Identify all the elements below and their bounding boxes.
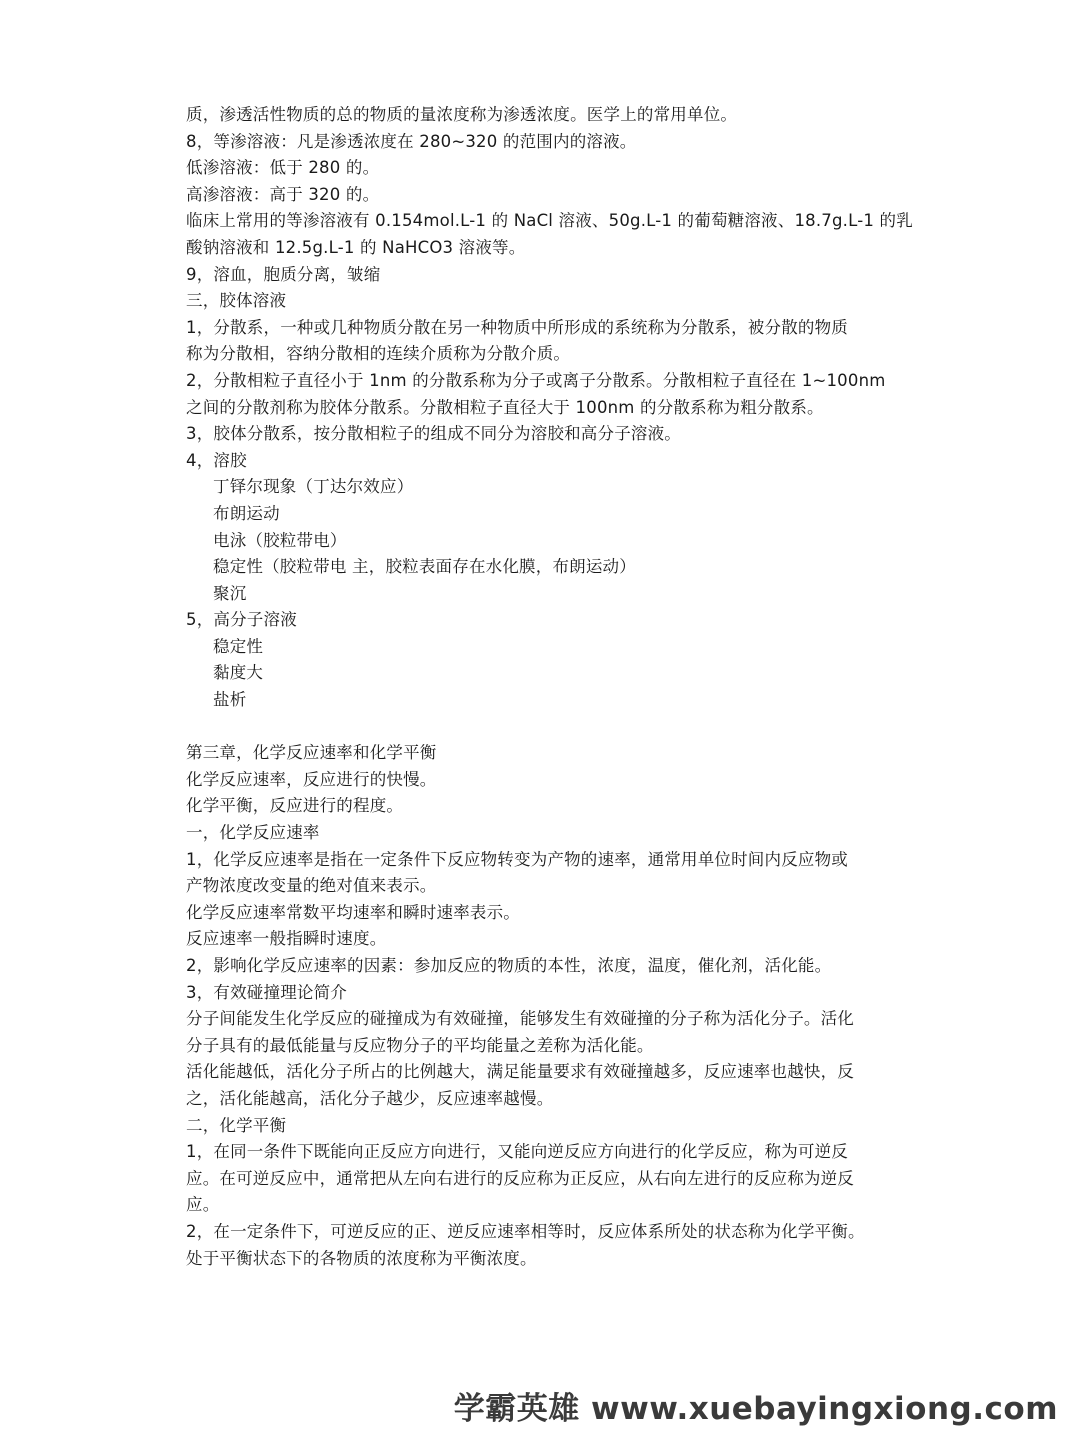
text-line: 2，影响化学反应速率的因素：参加反应的物质的本性，浓度，温度，催化剂，活化能。 [186,956,832,975]
text-line: 3，胶体分散系，按分散相粒子的组成不同分为溶胶和高分子溶液。 [186,424,681,444]
section-heading: 一，化学反应速率 [186,823,320,843]
text-line: 2，在一定条件下，可逆反应的正、逆反应速率相等时，反应体系所处的状态称为化学平衡。 [186,1221,865,1241]
text-line: 化学平衡，反应进行的程度。 [186,796,404,816]
text-line: 质，渗透活性物质的总的物质的量浓度称为渗透浓度。医学上的常用单位。 [186,105,738,124]
text-line: 称为分散相，容纳分散相的连续介质称为分散介质。 [186,344,571,364]
document-body [186,102,913,1272]
text-line: 产物浓度改变量的绝对值来表示。 [186,876,437,896]
list-item: 丁铎尔现象（丁达尔效应） [213,477,414,497]
text-line: 活化能越低，活化分子所占的比例越大，满足能量要求有效碰撞越多，反应速率也越快，反 [186,1062,854,1082]
text-line: 分子具有的最低能量与反应物分子的平均能量之差称为活化能。 [186,1035,654,1055]
text-line: 低渗溶液：低于 280 的。 [186,158,380,178]
text-line: 9，溶血，胞质分离，皱缩 [186,264,381,284]
site-watermark: 学霸英雄 www.xuebayingxiong.com [453,1391,1058,1427]
text-line: 1，化学反应速率是指在一定条件下反应物转变为产物的速率，通常用单位时间内反应物或 [186,849,848,869]
chapter-heading: 第三章，化学反应速率和化学平衡 [186,743,437,763]
text-line: 临床上常用的等渗溶液有 0.154mol.L-1 的 NaCl 溶液、50g.L-1 的葡萄糖溶液、18.7g.L-1 的乳 [186,211,913,231]
text-line: 应。在可逆反应中，通常把从左向右进行的反应称为正反应，从右向左进行的反应称为逆反 [186,1168,854,1188]
text-line: 4，溶胶 [186,450,247,470]
text-line: 化学反应速率常数平均速率和瞬时速率表示。 [186,902,520,922]
section-heading: 三，胶体溶液 [186,291,287,311]
text-line: 酸钠溶液和 12.5g.L-1 的 NaHCO3 溶液等。 [186,237,526,257]
list-item: 布朗运动 [213,503,280,523]
list-item: 聚沉 [213,583,247,603]
paragraph-gap [186,714,898,741]
text-line: 3，有效碰撞理论简介 [186,982,347,1002]
text-line: 应。 [186,1195,220,1215]
text-line: 反应速率一般指瞬时速度。 [186,929,387,949]
text-line: 之间的分散剂称为胶体分散系。分散相粒子直径大于 100nm 的分散系称为粗分散系。 [186,397,824,417]
list-item: 电泳（胶粒带电） [213,530,347,550]
section-heading: 二，化学平衡 [186,1115,287,1135]
list-item: 稳定性 [213,636,264,656]
text-line: 2，分散相粒子直径小于 1nm 的分散系称为分子或离子分散系。分散相粒子直径在 1~100nm [186,370,886,390]
list-item: 盐析 [213,690,247,710]
list-item: 黏度大 [213,663,264,683]
text-line: 1，在同一条件下既能向正反应方向进行，又能向逆反应方向进行的化学反应，称为可逆反 [186,1142,848,1162]
text-line: 8，等渗溶液：凡是渗透浓度在 280~320 的范围内的溶液。 [186,131,637,151]
text-line: 分子间能发生化学反应的碰撞成为有效碰撞，能够发生有效碰撞的分子称为活化分子。活化 [186,1009,854,1029]
text-line: 高渗溶液：高于 320 的。 [186,184,380,204]
text-line: 5，高分子溶液 [186,610,297,630]
text-line: 1，分散系，一种或几种物质分散在另一种物质中所形成的系统称为分散系，被分散的物质 [186,317,848,337]
text-line: 处于平衡状态下的各物质的浓度称为平衡浓度。 [186,1248,537,1268]
text-line: 之，活化能越高，活化分子越少，反应速率越慢。 [186,1088,554,1108]
list-item: 稳定性（胶粒带电 主，胶粒表面存在水化膜，布朗运动） [213,557,636,577]
text-line: 化学反应速率，反应进行的快慢。 [186,769,437,789]
